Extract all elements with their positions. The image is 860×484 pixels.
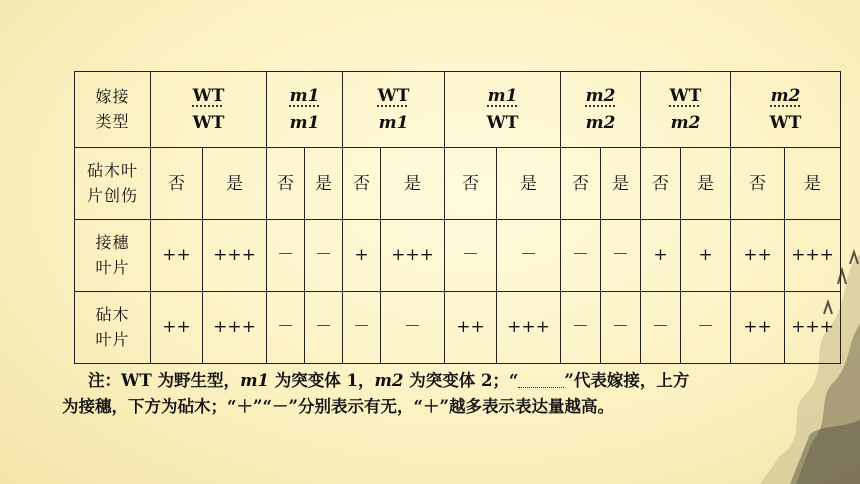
expression-cell: －: [561, 220, 601, 292]
expression-cell: －: [681, 292, 731, 364]
damage-cell: 否: [641, 148, 681, 220]
damage-cell: 否: [151, 148, 203, 220]
expression-cell: －: [445, 220, 497, 292]
damage-row: [75, 148, 841, 220]
stock-label: m2: [670, 112, 701, 133]
scion-label: m2: [770, 86, 801, 107]
scion-leaf-row: [75, 220, 841, 292]
stock-label: WT: [769, 112, 802, 133]
graft-symbol: [518, 375, 564, 388]
expression-cell: －: [267, 292, 305, 364]
expression-cell: ++: [731, 220, 785, 292]
damage-cell: 否: [267, 148, 305, 220]
graft-type-cell: [445, 72, 561, 148]
stock-leaf-row: [75, 292, 841, 364]
scion-label: WT: [669, 86, 702, 107]
graft-type-cell: [343, 72, 445, 148]
expression-cell: +++: [785, 292, 841, 364]
scion-label: m1: [487, 86, 518, 107]
stock-label: m1: [378, 112, 409, 133]
graft-type-label: 嫁接 类型: [75, 72, 151, 148]
expression-cell: +: [343, 220, 381, 292]
stock-label: m1: [289, 112, 320, 133]
damage-cell: 否: [731, 148, 785, 220]
scion-leaf-label: 接穗 叶片: [75, 220, 151, 292]
damage-cell: 否: [561, 148, 601, 220]
graft-expression-table: [74, 71, 841, 364]
damage-cell: 是: [203, 148, 267, 220]
expression-cell: ++: [151, 292, 203, 364]
expression-cell: +++: [497, 292, 561, 364]
expression-cell: －: [305, 292, 343, 364]
expression-cell: +++: [203, 292, 267, 364]
expression-cell: －: [497, 220, 561, 292]
stock-label: m2: [585, 112, 616, 133]
expression-cell: －: [343, 292, 381, 364]
graft-type-cell: [641, 72, 731, 148]
scion-label: WT: [377, 86, 410, 107]
graft-type-cell: [151, 72, 267, 148]
damage-cell: 是: [785, 148, 841, 220]
expression-cell: +: [681, 220, 731, 292]
expression-cell: －: [381, 292, 445, 364]
scion-label: WT: [192, 86, 225, 107]
expression-cell: －: [267, 220, 305, 292]
expression-cell: －: [641, 292, 681, 364]
footnote-line-1: 注：WT 为野生型，m1 为突变体 1，m2 为突变体 2；“ ”代表嫁接，上方: [88, 371, 690, 390]
graft-type-cell: [561, 72, 641, 148]
expression-cell: －: [601, 292, 641, 364]
stock-label: WT: [486, 112, 519, 133]
stock-label: WT: [192, 112, 225, 133]
expression-cell: ++: [731, 292, 785, 364]
expression-cell: －: [561, 292, 601, 364]
stock-leaf-label: 砧木 叶片: [75, 292, 151, 364]
graft-type-cell: [267, 72, 343, 148]
damage-cell: 否: [445, 148, 497, 220]
expression-cell: +: [641, 220, 681, 292]
damage-label: 砧木叶 片创伤: [75, 148, 151, 220]
damage-cell: 是: [601, 148, 641, 220]
expression-cell: －: [601, 220, 641, 292]
damage-cell: 是: [305, 148, 343, 220]
scion-label: m1: [289, 86, 320, 107]
scion-label: m2: [585, 86, 616, 107]
damage-cell: 否: [343, 148, 381, 220]
expression-cell: +++: [785, 220, 841, 292]
damage-cell: 是: [381, 148, 445, 220]
expression-cell: －: [305, 220, 343, 292]
damage-cell: 是: [497, 148, 561, 220]
expression-cell: +++: [203, 220, 267, 292]
table-footnote: [62, 368, 842, 419]
graft-type-row: [75, 72, 841, 148]
damage-cell: 是: [681, 148, 731, 220]
graft-type-cell: [731, 72, 841, 148]
expression-cell: ++: [151, 220, 203, 292]
expression-cell: +++: [381, 220, 445, 292]
footnote-line-2: 为接穗，下方为砧木；“＋”“－”分别表示有无，“＋”越多表示表达量越高。: [62, 396, 614, 416]
expression-cell: ++: [445, 292, 497, 364]
